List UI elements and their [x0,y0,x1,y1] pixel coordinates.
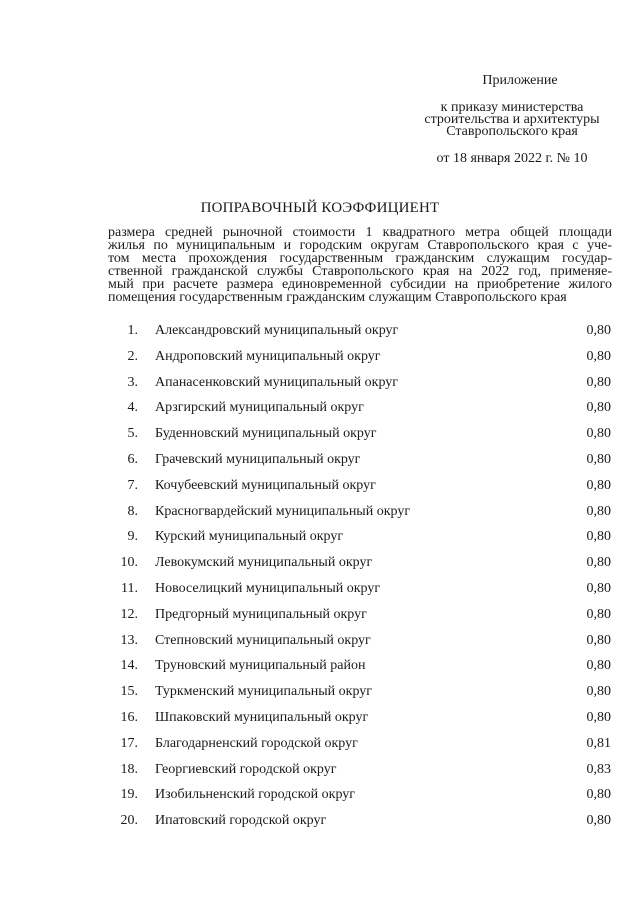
row-number: 16. [120,709,138,725]
table-row [0,524,640,550]
coefficient-value: 0,80 [586,813,611,829]
coefficient-table [0,318,640,834]
table-row [0,757,640,783]
coefficient-value: 0,80 [586,477,611,493]
table-row [0,679,640,705]
row-number: 4. [127,400,138,416]
subtitle-line: размера средней рыночной стоимости 1 квадратного метра общей площади [108,226,612,239]
row-number: 14. [120,658,138,674]
district-name: Георгиевский городской округ [155,761,337,777]
table-row [0,731,640,757]
row-number: 9. [127,529,138,545]
coefficient-value: 0,80 [586,323,611,338]
coefficient-value: 0,80 [586,606,611,622]
subtitle-line: ственной гражданской службы Ставропольского края на 2022 год, применяе- [108,265,612,278]
district-name: Изобильненский городской округ [155,787,356,803]
table-row [0,421,640,447]
table-row [0,782,640,808]
row-number: 18. [120,761,138,777]
row-number: 15. [120,684,138,700]
district-name: Благодарненский городской округ [155,735,358,751]
order-line-1: к приказу министерства [440,100,584,115]
coefficient-value: 0,80 [586,709,611,725]
row-number: 5. [127,426,138,442]
order-line-3: Ставропольского края [446,124,578,139]
order-date-line: от 18 января 2022 г. № 10 [436,151,588,166]
subtitle [108,226,612,304]
district-name: Курский муниципальный округ [155,529,344,545]
district-name: Предгорный муниципальный округ [155,606,367,622]
coefficient-value: 0,80 [586,348,611,364]
table-row [0,653,640,679]
district-name: Левокумский муниципальный округ [155,555,373,571]
table-row [0,395,640,421]
table-row [0,808,640,834]
row-number: 2. [127,348,138,364]
coefficient-value: 0,80 [586,426,611,442]
row-number: 1. [127,323,138,338]
coefficient-value: 0,80 [586,503,611,519]
coefficient-value: 0,80 [586,529,611,545]
district-name: Труновский муниципальный район [155,658,366,674]
row-number: 8. [127,503,138,519]
coefficient-value: 0,80 [586,374,611,390]
row-number: 7. [127,477,138,493]
district-name: Шпаковский муниципальный округ [155,709,369,725]
table-row [0,499,640,525]
district-name: Апанасенковский муниципальный округ [155,374,399,390]
subtitle-line: жилья по муниципальным и городским округам Ставропольского края с уче- [108,239,612,252]
district-name: Грачевский муниципальный округ [155,451,361,467]
row-number: 17. [120,735,138,751]
table-row [0,576,640,602]
table-row [0,318,640,344]
district-name: Туркменский муниципальный округ [155,684,372,700]
table-row [0,628,640,654]
row-number: 11. [121,580,138,596]
district-name: Ипатовский городской округ [155,813,327,829]
coefficient-value: 0,83 [586,761,611,777]
order-line-2: строительства и архитектуры [424,112,600,127]
row-number: 6. [127,451,138,467]
table-row [0,705,640,731]
row-number: 19. [120,787,138,803]
coefficient-value: 0,80 [586,684,611,700]
district-name: Александровский муниципальный округ [155,323,399,338]
table-row [0,550,640,576]
table-row [0,344,640,370]
coefficient-value: 0,80 [586,580,611,596]
table-row [0,473,640,499]
row-number: 3. [127,374,138,390]
district-name: Арзгирский муниципальный округ [155,400,364,416]
subtitle-line: мый при расчете размера единовременной субсидии на приобретение жилого [108,278,612,291]
district-name: Кочубеевский муниципальный округ [155,477,376,493]
coefficient-value: 0,80 [586,451,611,467]
row-number: 12. [120,606,138,622]
row-number: 20. [120,813,138,829]
table-row [0,602,640,628]
subtitle-line: том места прохождения государственным гражданским служащим государ- [108,252,612,265]
appendix-label: Приложение [482,73,558,88]
coefficient-value: 0,81 [586,735,611,751]
page-title: ПОПРАВОЧНЫЙ КОЭФФИЦИЕНТ [200,200,440,216]
coefficient-value: 0,80 [586,555,611,571]
coefficient-value: 0,80 [586,632,611,648]
district-name: Новоселицкий муниципальный округ [155,580,381,596]
table-row [0,447,640,473]
district-name: Красногвардейский муниципальный округ [155,503,411,519]
row-number: 13. [120,632,138,648]
coefficient-value: 0,80 [586,400,611,416]
district-name: Степновский муниципальный округ [155,632,371,648]
district-name: Андроповский муниципальный округ [155,348,381,364]
coefficient-value: 0,80 [586,658,611,674]
subtitle-line: помещения государственным гражданским служащим Ставропольского края [108,291,567,304]
table-row [0,370,640,396]
district-name: Буденновский муниципальный округ [155,426,377,442]
coefficient-value: 0,80 [586,787,611,803]
row-number: 10. [120,555,138,571]
